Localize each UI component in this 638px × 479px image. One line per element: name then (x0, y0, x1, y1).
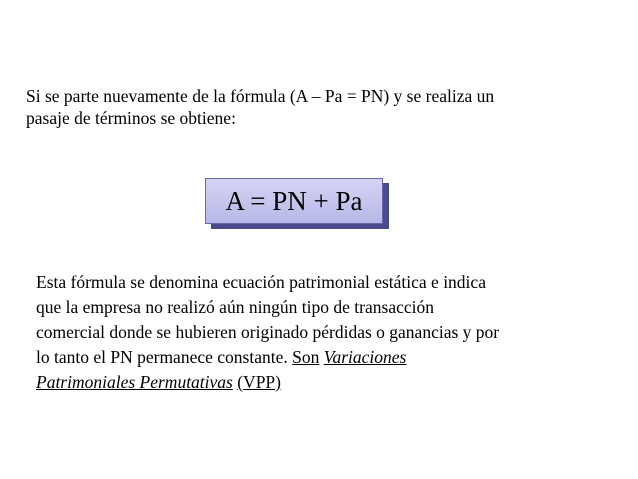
explanation-line-2: que la empresa no realizó aún ningún tipo de transacción (36, 297, 434, 317)
intro-line-2: pasaje de términos se obtiene: (26, 108, 236, 128)
term-son: Son (292, 347, 320, 367)
term-variaciones: Variaciones (323, 347, 407, 367)
intro-line-1: Si se parte nuevamente de la fórmula (A – Pa = PN) y se realiza un (26, 86, 495, 106)
explanation-line-4: lo tanto el PN permanece constante. (36, 347, 288, 367)
intro-paragraph (26, 85, 626, 129)
term-vpp: (VPP) (237, 372, 281, 392)
explanation-line-1: Esta fórmula se denomina ecuación patrimonial estática e indica (36, 272, 486, 292)
term-patrimoniales-permutativas: Patrimoniales Permutativas (36, 372, 233, 392)
explanation-paragraph (36, 270, 626, 395)
formula-text: A = PN + Pa (225, 185, 363, 216)
formula-box (205, 178, 383, 224)
explanation-line-3: comercial donde se hubieren originado pérdidas o ganancias y por (36, 322, 500, 342)
